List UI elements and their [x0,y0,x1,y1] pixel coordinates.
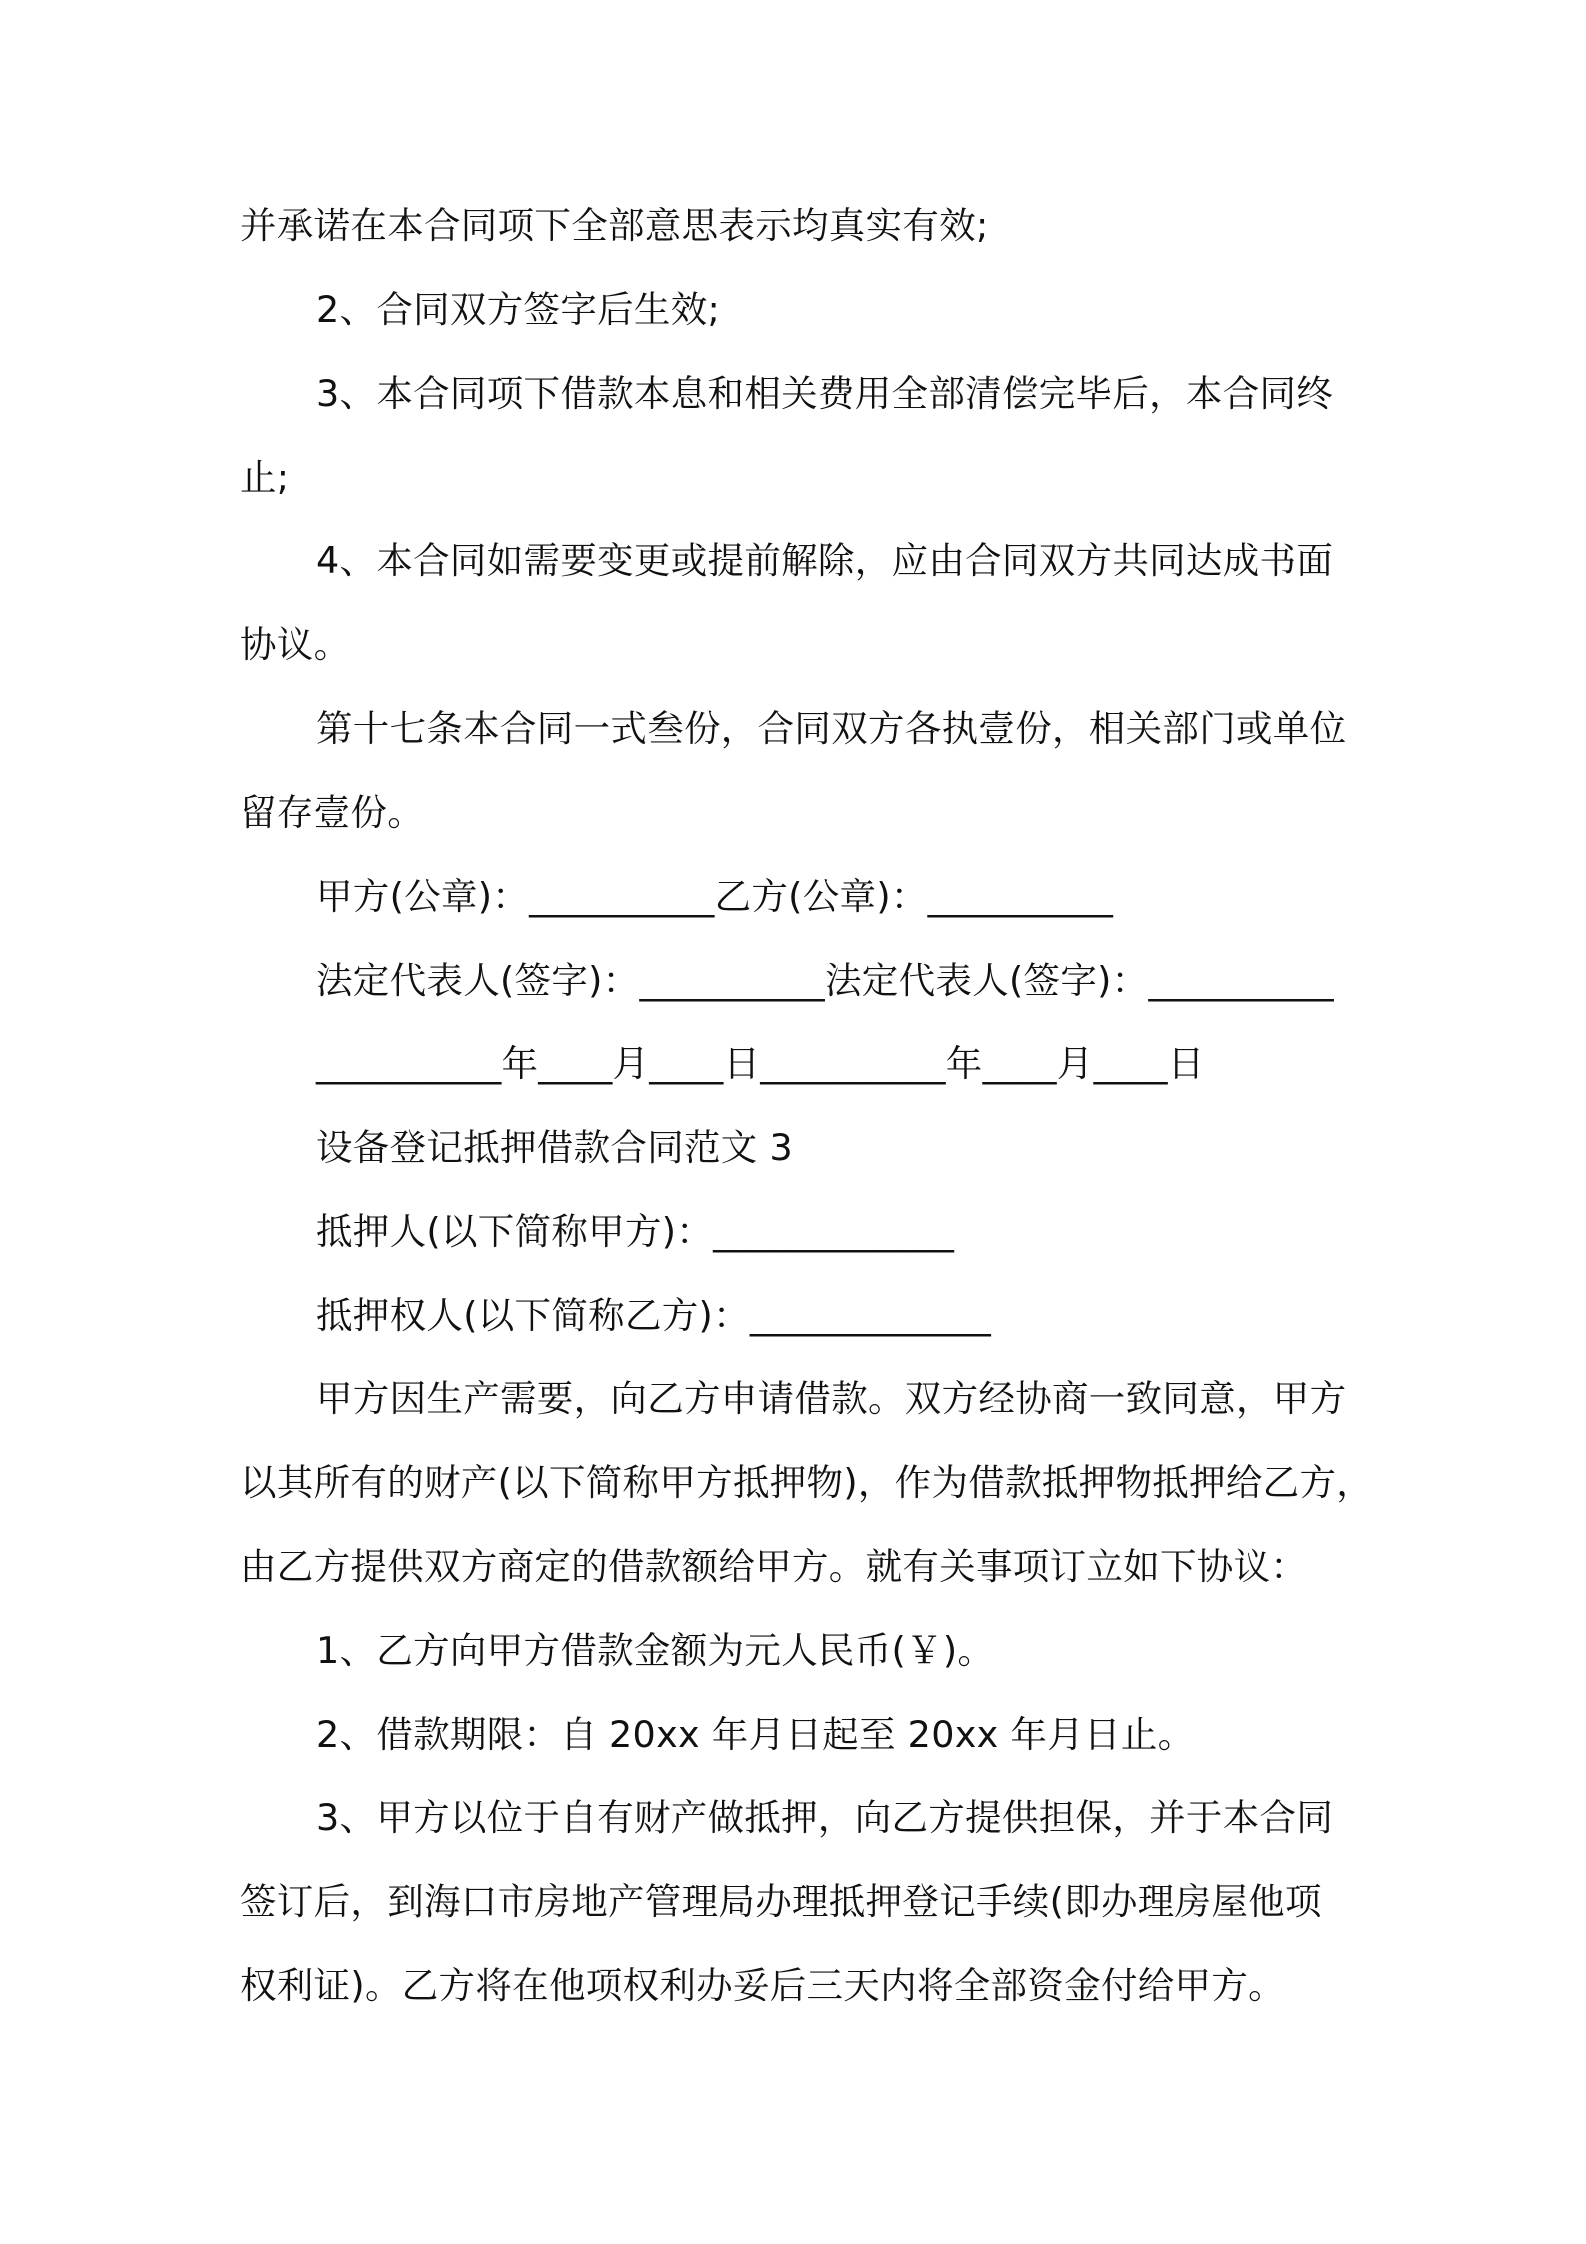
paragraph-line: 第十七条本合同一式叁份，合同双方各执壹份，相关部门或单位 [316,707,1347,750]
paragraph-line: 甲方因生产需要，向乙方申请借款。双方经协商一致同意，甲方 [316,1377,1347,1420]
signature-line: 法定代表人(签字)：__________法定代表人(签字)：__________ [316,959,1334,1002]
paragraph-line: 止; [240,456,290,499]
paragraph-line: 留存壹份。 [240,791,424,834]
party-line: 抵押人(以下简称甲方)：_____________ [316,1210,955,1253]
paragraph-line: 4、本合同如需要变更或提前解除，应由合同双方共同达成书面 [316,539,1334,582]
paragraph-line: 以其所有的财产(以下简称甲方抵押物)，作为借款抵押物抵押给乙方， [240,1461,1374,1504]
paragraph-line: 协议。 [240,623,351,666]
date-line: __________年____月____日__________年____月____日 [316,1042,1205,1085]
paragraph-line: 1、乙方向甲方借款金额为元人民币(￥)。 [316,1629,995,1672]
signature-line: 甲方(公章)：__________乙方(公章)：__________ [316,875,1114,918]
paragraph-line: 3、甲方以位于自有财产做抵押，向乙方提供担保，并于本合同 [316,1796,1334,1839]
paragraph-line: 由乙方提供双方商定的借款额给甲方。就有关事项订立如下协议： [240,1545,1308,1588]
paragraph-line: 权利证)。乙方将在他项权利办妥后三天内将全部资金付给甲方。 [240,1964,1285,2007]
paragraph-line: 2、合同双方签字后生效; [316,288,721,331]
paragraph-line: 2、借款期限：自 20xx 年月日起至 20xx 年月日止。 [316,1713,1195,1756]
paragraph-line: 并承诺在本合同项下全部意思表示均真实有效; [240,204,989,247]
paragraph-line: 3、本合同项下借款本息和相关费用全部清偿完毕后，本合同终 [316,372,1334,415]
section-title: 设备登记抵押借款合同范文 3 [316,1126,794,1169]
paragraph-line: 签订后，到海口市房地产管理局办理抵押登记手续(即办理房屋他项 [240,1880,1322,1923]
party-line: 抵押权人(以下简称乙方)：_____________ [316,1294,992,1337]
